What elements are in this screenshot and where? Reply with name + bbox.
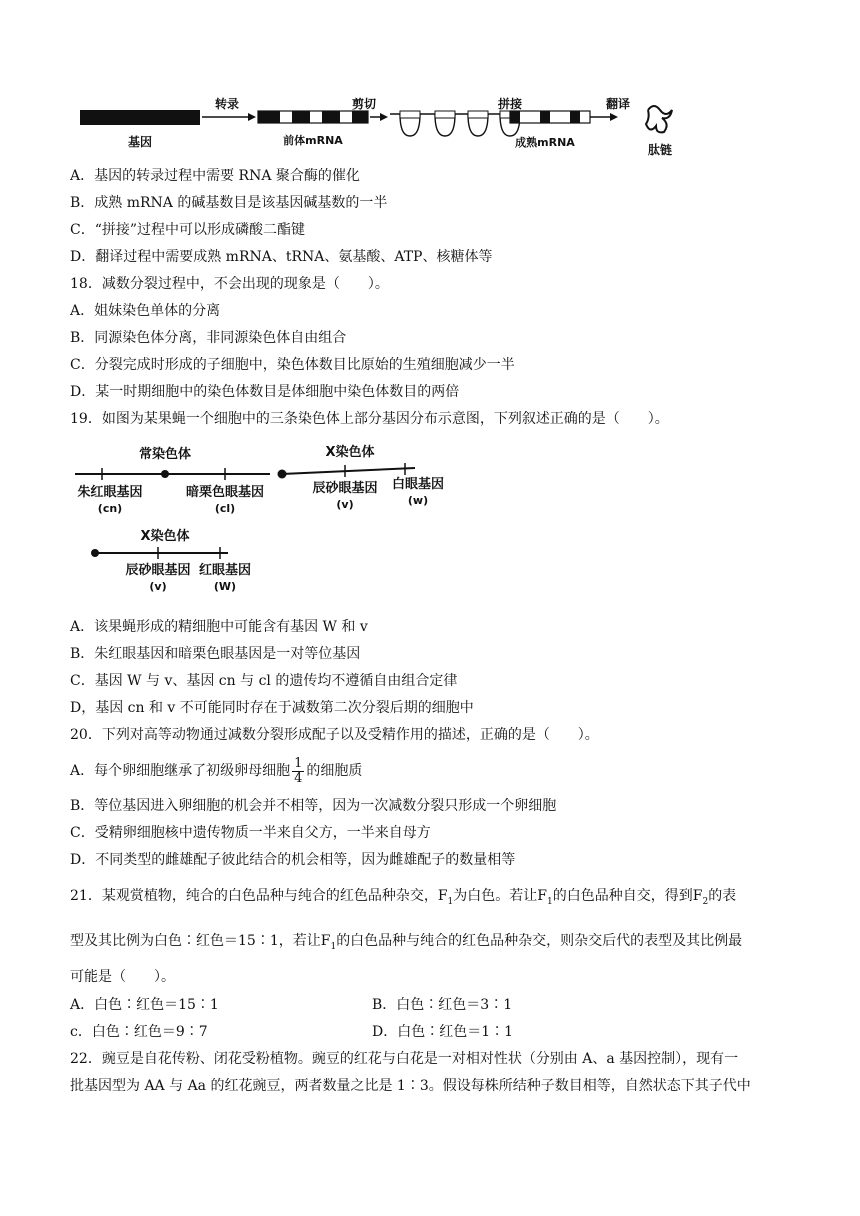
x1-label: X染色体 — [325, 445, 375, 460]
q20-option-a — [70, 753, 362, 789]
q19-option-a: A．该果蝇形成的精细胞中可能含有基因 W 和 v — [70, 619, 368, 635]
W-label: 红眼基因 — [198, 563, 252, 578]
q19-option-c: C．基因 W 与 v、基因 cn 与 cl 的遗传均不遵循自由组合定律 — [70, 673, 458, 689]
v1-symbol: (v) — [336, 498, 354, 511]
cl-label: 暗栗色眼基因 — [185, 485, 265, 500]
centromere — [161, 470, 169, 478]
q20-option-b: B．等位基因进入卵细胞的机会并不相等，因为一次减数分裂只形成一个卵细胞 — [70, 798, 557, 814]
v2-label: 辰砂眼基因 — [125, 563, 191, 578]
pre-mrna-label: 前体mRNA — [283, 134, 343, 147]
q21-line-1: 21．某观赏植物，纯合的白色品种与纯合的红色品种杂交，$F_1$为白色。若让$F_1$的白色品种自交，得到$F_2$的表 — [70, 888, 737, 907]
gene-expression-diagram — [70, 96, 710, 160]
q17-option-c: C．“拼接”过程中可以形成磷酸二酯键 — [70, 222, 306, 238]
x2-label: X染色体 — [140, 529, 190, 544]
q19-option-b: B．朱红眼基因和暗栗色眼基因是一对等位基因 — [70, 646, 361, 662]
peptide-icon — [646, 106, 672, 132]
q21-line-3: 可能是（ ）。 — [70, 969, 175, 985]
q21-option-d: D．白色∶红色＝1∶1 — [372, 1024, 514, 1040]
translate-label: 翻译 — [605, 97, 631, 111]
q17-option-d: D．翻译过程中需要成熟 mRNA、tRNA、氨基酸、ATP、核糖体等 — [70, 249, 493, 265]
gene-bar — [80, 110, 200, 125]
w-symbol: (w) — [407, 494, 429, 507]
q17-option-b: B．成熟 mRNA 的碱基数目是该基因碱基数的一半 — [70, 195, 388, 211]
W-symbol: (W) — [213, 580, 237, 593]
cn-label: 朱红眼基因 — [77, 485, 143, 500]
q19-stem: 19．如图为某果蝇一个细胞中的三条染色体上部分基因分布示意图，下列叙述正确的是（ ）。 — [70, 411, 669, 427]
q22-line-2: 批基因型为 AA 与 Aa 的红花豌豆，两者数量之比是 1∶3。假设每株所结种子数目相等，自然状态下其子代中 — [70, 1078, 751, 1094]
pre-mrna-bar — [258, 111, 368, 123]
gene-label: 基因 — [127, 135, 153, 149]
v2-symbol: (v) — [149, 580, 167, 593]
q18-stem: 18．减数分裂过程中，不会出现的现象是（ ）。 — [70, 276, 389, 292]
q21-option-b: B．白色∶红色＝3∶1 — [372, 997, 513, 1013]
q20-a-text: A．每个卵细胞继承了初级卵母细胞 — [70, 763, 291, 779]
q20-stem: 20．下列对高等动物通过减数分裂形成配子以及受精作用的描述，正确的是（ ）。 — [70, 727, 599, 743]
q22-line-1: 22．豌豆是自花传粉、闭花受粉植物。豌豆的红花与白花是一对相对性状（分别由 A、a 基因控制），现有一 — [70, 1051, 739, 1067]
chromosome-diagram — [70, 440, 460, 600]
autosome — [75, 446, 270, 515]
x-chromosome-1 — [278, 444, 445, 511]
q18-option-b: B．同源染色体分离，非同源染色体自由组合 — [70, 330, 347, 346]
q21-option-c: c．白色∶红色＝9∶7 — [70, 1024, 208, 1040]
fraction: $\frac{1}{4}$ — [294, 755, 303, 786]
x-chromosome-2 — [91, 528, 251, 593]
v1-label: 辰砂眼基因 — [312, 481, 378, 496]
transcribe-label: 转录 — [214, 97, 240, 111]
q21-line-2: 型及其比例为白色∶红色＝15∶1，若让$F_1$的白色品种与纯合的红色品种杂交，则杂交后代的表型及其比例最 — [70, 933, 743, 952]
mature-mrna-bar — [510, 111, 590, 123]
q19-option-d: D，基因 cn 和 v 不可能同时存在于减数第二次分裂后期的细胞中 — [70, 700, 474, 716]
autosome-label: 常染色体 — [138, 447, 192, 462]
mature-mrna-label: 成熟mRNA — [515, 136, 575, 149]
cl-symbol: (cl) — [214, 502, 236, 515]
q18-option-a: A．姐妹染色单体的分离 — [70, 303, 221, 319]
peptide-label: 肽链 — [647, 143, 673, 157]
splice-label: 拼接 — [497, 97, 523, 111]
q18-option-c: C．分裂完成时形成的子细胞中，染色体数目比原始的生殖细胞减少一半 — [70, 357, 515, 373]
cut-label: 剪切 — [351, 97, 377, 111]
q17-option-a: A．基因的转录过程中需要 RNA 聚合酶的催化 — [70, 168, 360, 184]
centromere — [278, 470, 287, 479]
centromere — [91, 549, 99, 557]
q18-option-d: D．某一时期细胞中的染色体数目是体细胞中染色体数目的两倍 — [70, 384, 460, 400]
cn-symbol: (cn) — [97, 502, 123, 515]
q20-option-c: C．受精卵细胞核中遗传物质一半来自父方，一半来自母方 — [70, 825, 431, 841]
q21-option-a: A．白色∶红色＝15∶1 — [70, 997, 219, 1013]
q20-a-tail: 的细胞质 — [306, 763, 363, 779]
q20-option-d: D．不同类型的雌雄配子彼此结合的机会相等，因为雌雄配子的数量相等 — [70, 852, 516, 868]
w-label: 白眼基因 — [391, 477, 445, 492]
